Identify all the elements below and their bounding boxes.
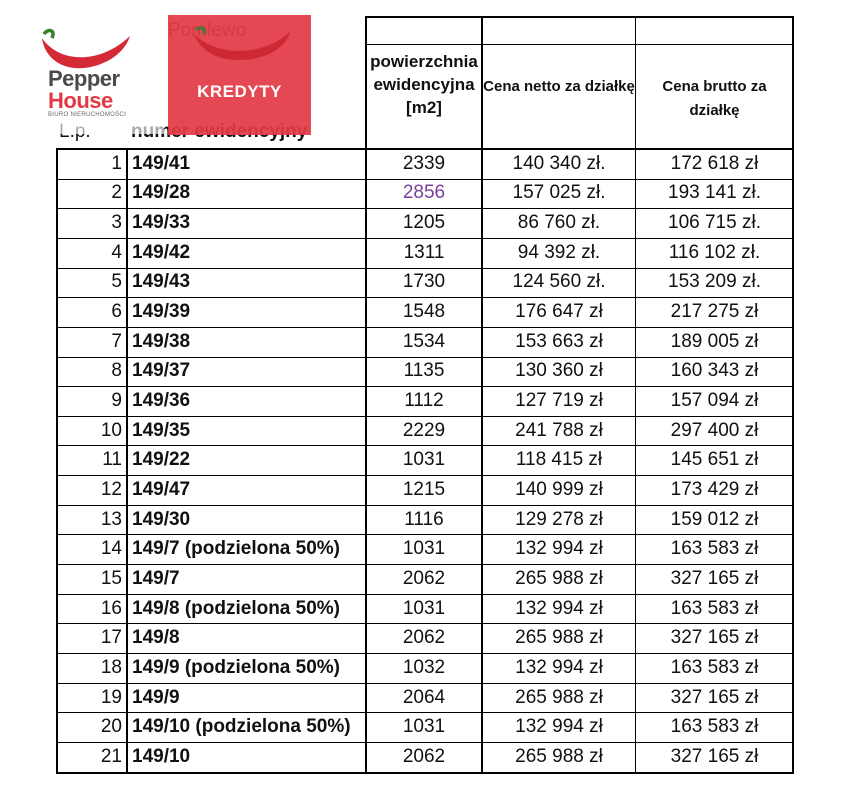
row-number: 149/22 <box>132 449 191 471</box>
row-gross-price: 297 400 zł <box>670 419 759 441</box>
logo-word-pepper: Pepper <box>48 66 120 91</box>
row-lp: 11 <box>102 449 122 471</box>
row-net-price: 129 278 zł <box>515 508 603 530</box>
row-lp: 4 <box>111 241 122 263</box>
row-area: 2229 <box>402 419 446 441</box>
row-area: 1730 <box>402 271 446 293</box>
row-lp: 3 <box>111 212 122 234</box>
row-gross-price: 157 094 zł <box>670 390 759 411</box>
row-lp: 14 <box>100 538 122 560</box>
row-number: 149/28 <box>132 182 191 204</box>
row-gross-price: 193 141 zł. <box>668 182 761 204</box>
row-number: 149/8 <box>132 627 180 649</box>
row-lp: 6 <box>111 301 122 323</box>
row-number: 149/36 <box>132 390 191 411</box>
row-lp: 2 <box>111 182 122 204</box>
row-number: 149/42 <box>132 241 191 263</box>
row-lp: 7 <box>111 330 122 352</box>
row-net-price: 265 988 zł <box>515 745 603 767</box>
row-gross-price: 106 715 zł. <box>668 212 761 234</box>
row-number: 149/33 <box>132 212 191 234</box>
header-net-price: Cena netto za działkę <box>483 78 635 95</box>
row-area: 1116 <box>404 508 444 530</box>
row-number: 149/30 <box>132 508 191 530</box>
row-gross-price: 159 012 zł <box>670 508 759 530</box>
kredyty-pepper-icon <box>186 26 296 66</box>
row-lp: 13 <box>100 508 122 530</box>
row-gross-price: 153 209 zł. <box>668 271 761 293</box>
row-area: 1031 <box>402 449 446 471</box>
row-number: 149/41 <box>132 152 191 174</box>
row-area: 1205 <box>402 212 446 234</box>
table-top-border <box>366 16 794 18</box>
kredyty-label: KREDYTY <box>197 82 282 101</box>
row-lp: 10 <box>100 419 122 441</box>
row-lp: 1 <box>111 152 122 174</box>
header-divider <box>366 44 794 45</box>
row-lp: 16 <box>100 597 122 619</box>
row-gross-price: 116 102 zł. <box>668 241 761 263</box>
row-area: 1548 <box>402 301 446 323</box>
row-gross-price: 327 165 zł <box>670 686 759 708</box>
row-net-price: 176 647 zł <box>515 301 603 323</box>
header-gross-price: Cena brutto za działkę <box>662 78 767 119</box>
row-gross-price: 173 429 zł <box>670 478 759 500</box>
row-gross-price: 160 343 zł <box>670 360 759 382</box>
row-net-price: 132 994 zł <box>515 716 603 738</box>
row-number: 149/38 <box>132 330 191 352</box>
header-area: powierzchnia ewidencyjna [m2] <box>370 52 478 117</box>
row-area: 1031 <box>402 538 446 560</box>
row-net-price: 265 988 zł <box>515 567 603 589</box>
row-gross-price: 189 005 zł <box>670 330 759 352</box>
row-net-price: 94 392 zł. <box>517 241 601 263</box>
row-gross-price: 163 583 zł <box>670 538 759 560</box>
row-net-price: 132 994 zł <box>515 538 603 560</box>
row-net-price: 132 994 zł <box>515 656 603 678</box>
row-lp: 15 <box>100 567 122 589</box>
row-net-price: 157 025 zł. <box>512 182 606 204</box>
row-gross-price: 327 165 zł <box>670 627 759 649</box>
row-area: 2339 <box>402 152 446 174</box>
row-area: 1135 <box>403 360 445 382</box>
row-net-price: 124 560 zł. <box>512 271 606 293</box>
row-lp: 20 <box>100 716 122 738</box>
row-lp: 19 <box>100 686 122 708</box>
row-net-price: 153 663 zł <box>515 330 603 352</box>
row-area: 2062 <box>402 567 446 589</box>
row-number: 149/10 (podzielona 50%) <box>132 716 351 738</box>
row-area: 1031 <box>402 597 446 619</box>
row-net-price: 86 760 zł. <box>517 212 601 234</box>
row-net-price: 127 719 zł <box>515 390 603 411</box>
row-gross-price: 145 651 zł <box>670 449 759 471</box>
row-area: 2062 <box>402 745 446 767</box>
row-lp: 18 <box>100 656 122 678</box>
row-gross-price: 163 583 zł <box>670 656 759 678</box>
row-number: 149/7 <box>132 567 180 589</box>
row-lp: 8 <box>111 360 122 382</box>
row-gross-price: 327 165 zł <box>670 567 759 589</box>
row-lp: 5 <box>111 271 122 293</box>
row-gross-price: 163 583 zł <box>670 597 759 619</box>
row-net-price: 265 988 zł <box>515 686 603 708</box>
row-number: 149/37 <box>132 360 191 382</box>
logo-word-house: House <box>48 88 113 113</box>
row-gross-price: 172 618 zł <box>670 152 759 174</box>
row-number: 149/7 (podzielona 50%) <box>132 538 341 560</box>
row-lp: 21 <box>100 745 122 767</box>
row-gross-price: 217 275 zł <box>670 301 759 323</box>
row-area: 1031 <box>402 716 446 738</box>
row-lp: 9 <box>111 390 122 411</box>
row-net-price: 130 360 zł <box>515 360 603 382</box>
row-area: 1112 <box>404 390 444 411</box>
row-number: 149/9 (podzielona 50%) <box>132 656 341 678</box>
row-area: 1311 <box>403 241 445 263</box>
row-gross-price: 327 165 zł <box>670 745 759 767</box>
row-gross-price: 163 583 zł <box>670 716 759 738</box>
row-net-price: 241 788 zł <box>515 419 603 441</box>
row-number: 149/8 (podzielona 50%) <box>132 597 341 619</box>
row-net-price: 265 988 zł <box>515 627 603 649</box>
row-lp: 12 <box>100 478 122 500</box>
row-area: 2062 <box>402 627 446 649</box>
row-net-price: 140 340 zł. <box>512 152 606 174</box>
row-number: 149/43 <box>132 271 191 293</box>
logo-tagline: BIURO NIERUCHOMOŚCI <box>48 112 127 118</box>
row-area: 1215 <box>402 478 446 500</box>
row-number: 149/9 <box>132 686 180 708</box>
row-number: 149/39 <box>132 301 191 323</box>
row-area: 1534 <box>402 330 446 352</box>
row-lp: 17 <box>100 627 122 649</box>
row-number: 149/47 <box>132 478 191 500</box>
row-divider <box>57 772 794 774</box>
row-number: 149/35 <box>132 419 191 441</box>
row-net-price: 132 994 zł <box>515 597 603 619</box>
row-area: 2856 <box>402 182 446 204</box>
row-area: 2064 <box>402 686 446 708</box>
row-area: 1032 <box>402 656 446 678</box>
row-net-price: 140 999 zł <box>515 478 603 500</box>
row-net-price: 118 415 zł <box>515 449 603 471</box>
row-number: 149/10 <box>132 745 191 767</box>
